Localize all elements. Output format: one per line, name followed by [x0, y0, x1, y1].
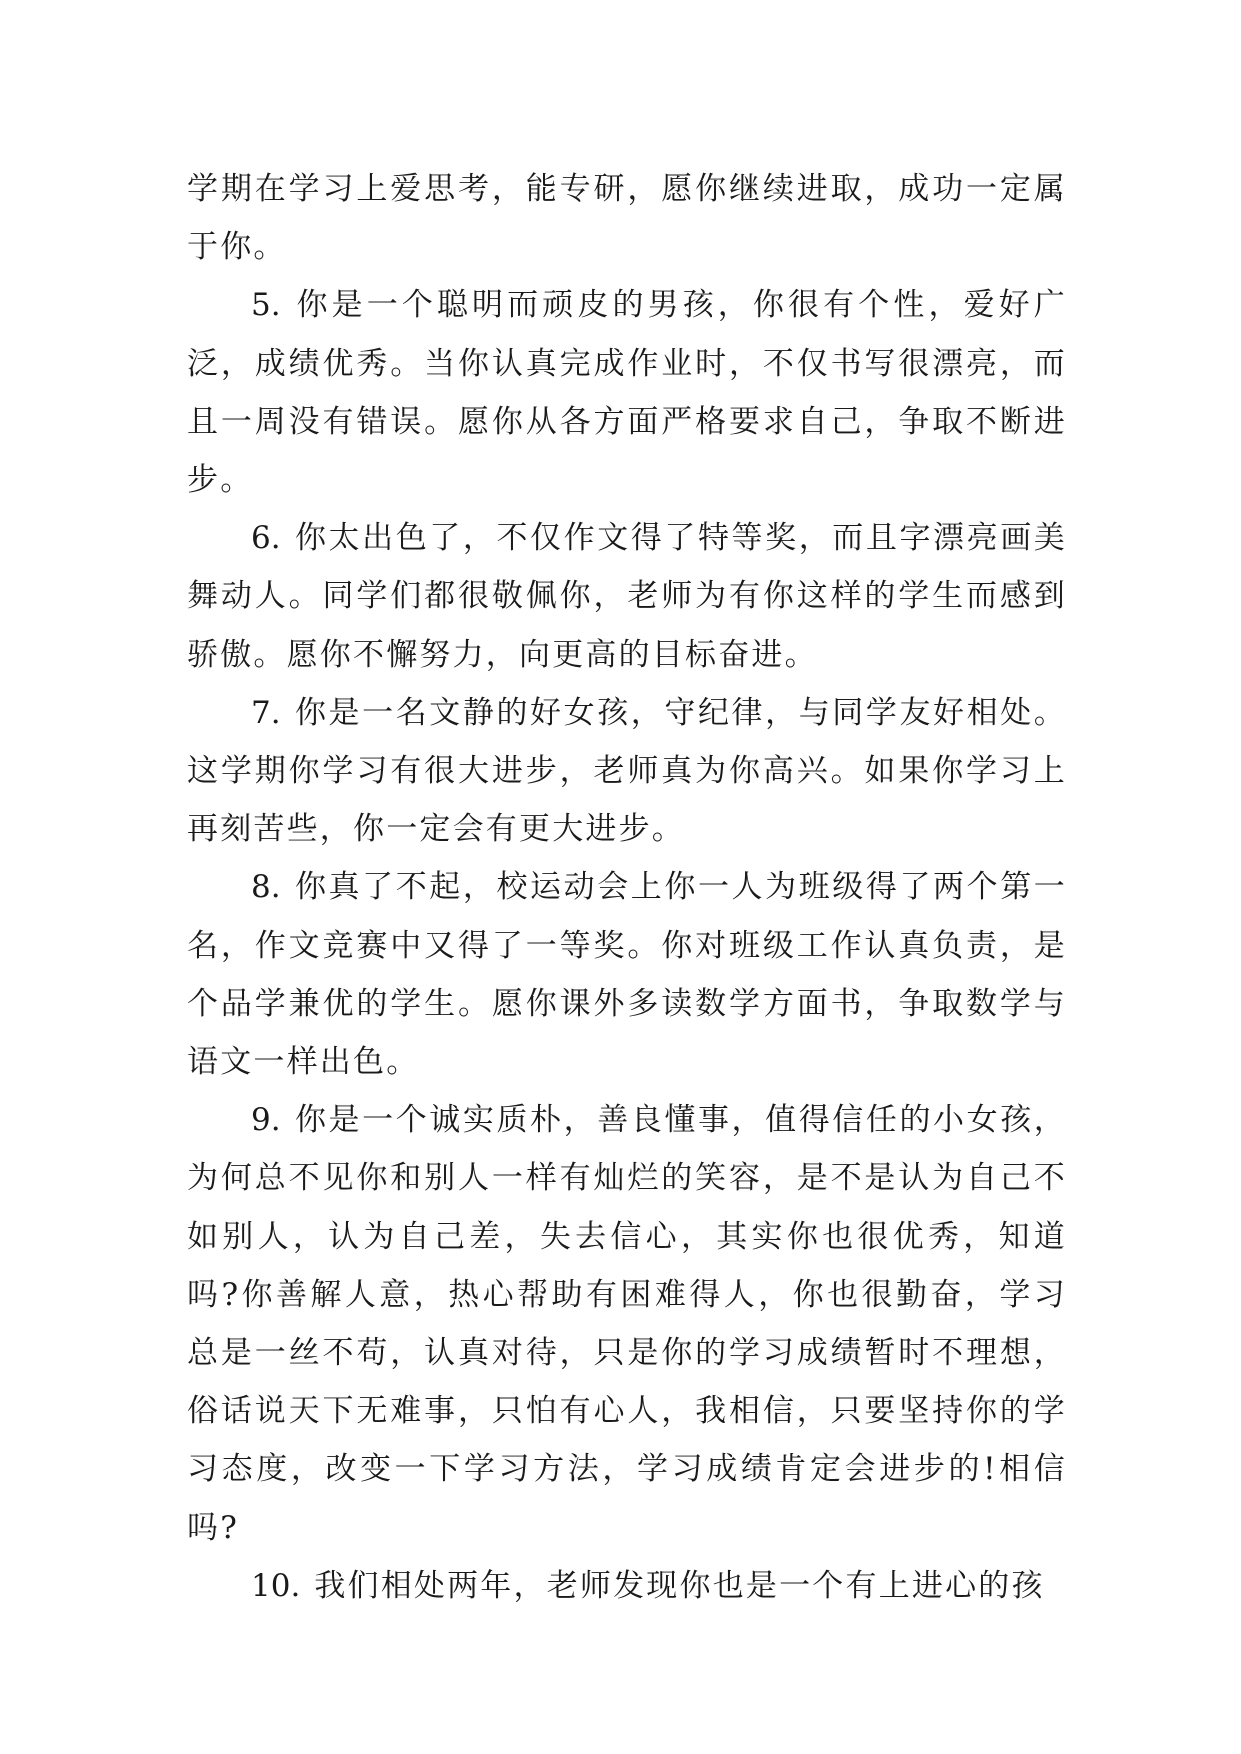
- paragraph-text: 你是一个诚实质朴，善良懂事，值得信任的小女孩，为何总不见你和别人一样有灿烂的笑容，是不是认为自己不如别人，认为自己差，失去信心，其实你也很优秀，知道吗?你善解人意，热心帮助有困难得人，你也很勤奋，学习总是一丝不苟，认真对待，只是你的学习成绩暂时不理想，俗话说天下无难事，只怕有心人，我相信，只要坚持你的学习态度，改变一下学习方法，学习成绩肯定会进步的!相信吗?: [187, 1102, 1067, 1546]
- paragraph-number: 7.: [251, 694, 281, 731]
- paragraph-5: [187, 276, 1067, 509]
- paragraph-number: 6.: [251, 520, 281, 557]
- paragraph-text: 学期在学习上爱思考，能专研，愿你继续进取，成功一定属于你。: [187, 171, 1067, 266]
- paragraph-8: [187, 858, 1067, 1091]
- paragraph-7: [187, 684, 1067, 859]
- paragraph-text: 我们相处两年，老师发现你也是一个有上进心的孩: [314, 1567, 1045, 1604]
- paragraph-continuation: [187, 160, 1067, 276]
- paragraph-text: 你太出色了，不仅作文得了特等奖，而且字漂亮画美舞动人。同学们都很敬佩你，老师为有你这样的学生而感到骄傲。愿你不懈努力，向更高的目标奋进。: [187, 520, 1067, 673]
- paragraph-number: 9.: [251, 1102, 281, 1139]
- paragraph-text: 你是一名文静的好女孩，守纪律，与同学友好相处。这学期你学习有很大进步，老师真为你高兴。如果你学习上再刻苦些，你一定会有更大进步。: [187, 694, 1067, 848]
- paragraph-number: 10.: [251, 1567, 301, 1604]
- paragraph-text: 你真了不起，校运动会上你一人为班级得了两个第一名，作文竞赛中又得了一等奖。你对班级工作认真负责，是个品学兼优的学生。愿你课外多读数学方面书，争取数学与语文一样出色。: [187, 869, 1067, 1081]
- paragraph-6: [187, 509, 1067, 684]
- document-body: [187, 160, 1067, 1615]
- paragraph-10: [187, 1557, 1067, 1615]
- paragraph-9: [187, 1091, 1067, 1557]
- paragraph-number: 5.: [251, 287, 281, 324]
- paragraph-number: 8.: [251, 869, 281, 906]
- paragraph-text: 你是一个聪明而顽皮的男孩，你很有个性，爱好广泛，成绩优秀。当你认真完成作业时，不仅书写很漂亮，而且一周没有错误。愿你从各方面严格要求自己，争取不断进步。: [187, 287, 1067, 499]
